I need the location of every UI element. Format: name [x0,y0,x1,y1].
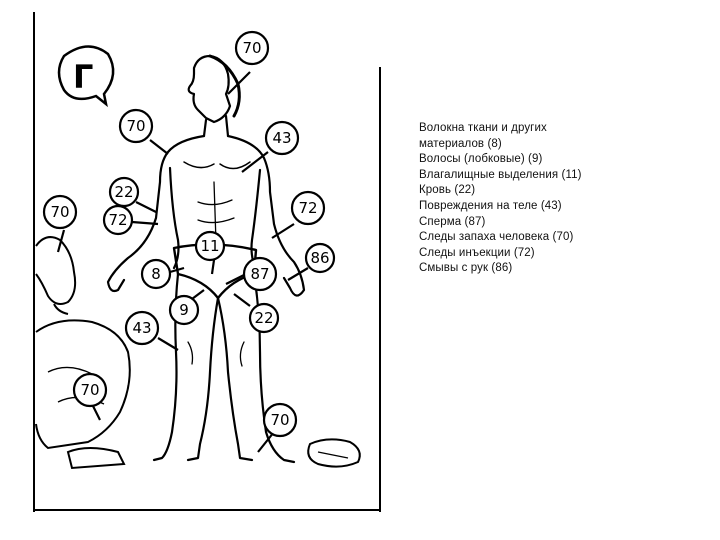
legend-line: Смывы с рук (86) [419,262,513,275]
legend-line: Следы инъекции (72) [419,246,535,259]
legend-line: Влагалищные выделения (11) [419,168,582,181]
callout-label: 70 [242,39,262,57]
callout-label: 70 [50,203,70,221]
callout-label: 22 [254,309,274,327]
callout-label: 11 [200,237,220,255]
callout-label: 22 [114,183,134,201]
callout-label: 72 [108,211,128,229]
panel-letter: Г [73,58,94,96]
callout-label: 8 [151,265,161,283]
legend-line: Повреждения на теле (43) [419,199,562,212]
callout-label: 87 [250,265,270,283]
legend-line: Волокна ткани и других [419,122,547,134]
legend-line: Сперма (87) [419,215,486,228]
callout-label: 43 [132,319,152,337]
glove-illustration [36,237,75,314]
callout-label: 70 [270,411,290,429]
callout-label: 70 [126,117,146,135]
panel-letter-badge [59,46,113,104]
shoes-illustration [308,439,360,466]
legend-line: Волосы (лобковые) (9) [419,153,543,166]
evidence-legend [419,121,649,277]
callout-label: 70 [80,381,100,399]
callout-label: 43 [272,129,292,147]
legend-line: Кровь (22) [419,184,476,197]
callout-label: 9 [179,301,189,319]
legend-line: Следы запаха человека (70) [419,231,574,244]
callout-label: 72 [298,199,318,217]
callout-label: 86 [310,249,330,267]
legend-line: материалов (8) [419,137,502,150]
body-evidence-diagram [28,12,384,512]
